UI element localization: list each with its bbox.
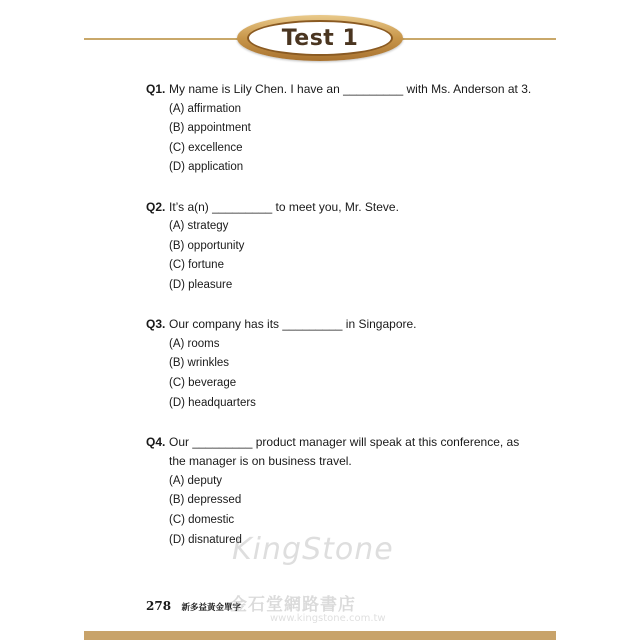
question-list: [146, 80, 546, 550]
question-number: Q4.: [146, 434, 166, 449]
answer-option-d: (D) application: [169, 161, 244, 174]
question-3: [146, 315, 546, 413]
answer-option-b: (B) depressed: [169, 494, 242, 507]
question-spacer: [146, 178, 546, 198]
question-text: My name is Lily Chen. I have an _________ with Ms. Anderson at 3.: [169, 82, 532, 96]
watermark-url: www.kingstone.com.tw: [270, 613, 386, 624]
question-spacer: [146, 413, 546, 433]
page-title: Test 1: [281, 25, 359, 51]
question-stem: [146, 315, 546, 335]
question-text: Our _________ product manager will speak at this conference, as: [169, 434, 520, 449]
answer-option-b: (B) appointment: [169, 122, 251, 135]
question-stem: [146, 198, 546, 218]
watermark-chinese: 金石堂網路書店: [230, 595, 356, 615]
answer-option-c: (C) excellence: [169, 141, 243, 154]
question-stem: [146, 80, 546, 100]
page-footer: [146, 597, 241, 615]
page-header: [0, 0, 640, 80]
answer-option-b: (B) opportunity: [169, 239, 245, 252]
question-number: Q3.: [146, 317, 166, 332]
answer-option-d: (D) disnatured: [169, 533, 242, 546]
title-badge-inner: [247, 20, 393, 56]
question-text: It’s a(n) _________ to meet you, Mr. Steve.: [169, 199, 399, 214]
watermark-brand: KingStone: [232, 532, 394, 567]
question-stem: [146, 433, 546, 453]
answer-option-a: (A) deputy: [169, 474, 223, 487]
header-rule-left: [84, 38, 246, 40]
question-2: [146, 198, 546, 296]
answer-option-a: (A) affirmation: [169, 102, 242, 115]
answer-option-a: (A) strategy: [169, 220, 229, 233]
answer-option-c: (C) beverage: [169, 376, 237, 389]
question-text-continued: the manager is on business travel.: [169, 454, 352, 469]
page-number: 278: [146, 599, 172, 613]
answer-option-c: (C) fortune: [169, 259, 224, 272]
answer-option-d: (D) headquarters: [169, 396, 256, 409]
answer-option-c: (C) domestic: [169, 514, 235, 527]
header-rule-right: [394, 38, 556, 40]
title-badge: [237, 15, 403, 61]
answer-option-b: (B) wrinkles: [169, 357, 230, 370]
book-title: 新多益黃金單字: [181, 603, 242, 613]
question-1: [146, 80, 546, 178]
question-spacer: [146, 296, 546, 316]
question-number: Q2.: [146, 199, 166, 214]
bottom-accent-bar: [84, 631, 556, 640]
answer-option-d: (D) pleasure: [169, 278, 233, 291]
question-number: Q1.: [146, 82, 166, 96]
question-text: Our company has its _________ in Singapore.: [169, 317, 417, 332]
answer-option-a: (A) rooms: [169, 337, 220, 350]
